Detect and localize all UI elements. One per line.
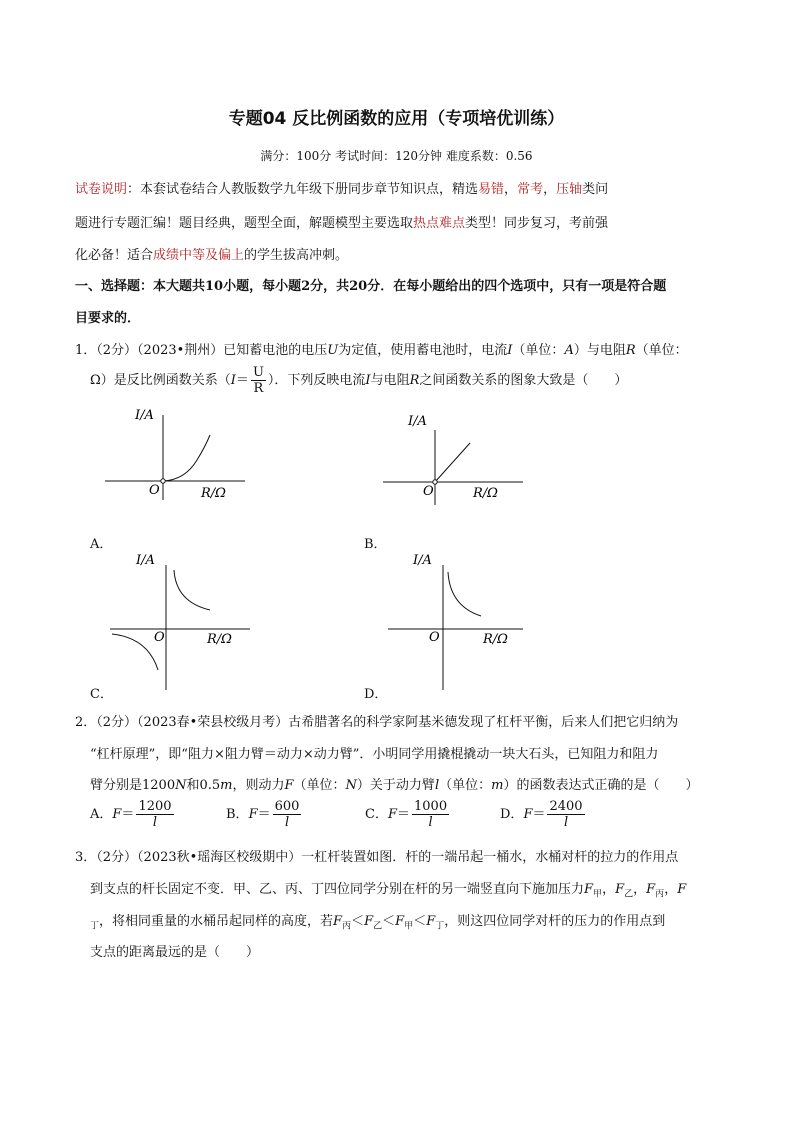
option-d-label[interactable]: D． — [364, 687, 388, 702]
choice-c[interactable]: C．F＝ $\frac{1000}{l}$ — [365, 799, 448, 830]
question-2-line-1: 2．（2分）（2023春•荣县校级月考）古希腊著名的科学家阿基米德发现了杠杆平衡，后来人们把它归纳为 — [75, 715, 679, 730]
x-axis-label: R/Ω — [201, 486, 226, 501]
question-3-line-1: 3．（2分）（2023秋•瑶海区校级期中）一杠杆装置如图．杆的一端吊起一桶水，水桶对杆的拉力的作用点 — [75, 850, 679, 865]
curve-branch-1 — [174, 570, 210, 610]
graph-d — [388, 550, 533, 690]
curve-branch-2 — [112, 634, 158, 670]
x-axis-label: R/Ω — [483, 632, 508, 647]
curve — [448, 572, 481, 616]
question-2-line-3: 臂分别是1200N和0.5m，则动力F（单位：N）关于动力臂l（单位：m）的函数表达式正确的是（ ） — [90, 778, 699, 793]
x-axis-label: R/Ω — [207, 632, 232, 647]
question-3-line-3: $_丁$，将相同重量的水桶吊起同样的高度，若$F_丙<F_乙<F_甲<F_丁$，则这四位同学对杆的压力的作用点到 — [90, 914, 666, 932]
intro-lead: 试卷说明 — [75, 182, 128, 197]
option-b-label[interactable]: B． — [364, 537, 387, 552]
choice-b[interactable]: B．F＝ $\frac{600}{l}$ — [226, 799, 300, 830]
y-axis-label: I/A — [408, 414, 427, 429]
question-1-line-1: 1．（2分）（2023•荆州）已知蓄电池的电压U为定值，使用蓄电池时，电流I（单位：A）与电阻R（单位： — [75, 343, 688, 358]
x-axis-label: R/Ω — [473, 486, 498, 501]
curve — [163, 435, 210, 481]
graph-c — [110, 550, 255, 690]
intro-line-1: 试卷说明：本套试卷结合人教版数学九年级下册同步章节知识点，精选易错，常考，压轴类问 — [75, 182, 609, 197]
graph-b — [383, 405, 528, 505]
graph-a — [105, 405, 250, 500]
origin-dot — [161, 479, 165, 483]
choice-a[interactable]: A．F＝ $\frac{1200}{l}$ — [90, 799, 172, 830]
choice-d[interactable]: D．F＝ $\frac{2400}{l}$ — [500, 799, 583, 830]
origin-label: O — [429, 630, 440, 645]
section-heading-line-1: 一、选择题：本大题共10小题，每小题2分，共20分．在每小题给出的四个选项中，只有一项是符合题 — [75, 279, 667, 294]
formula-fraction: $\frac{U}{R}$ — [252, 365, 264, 396]
exam-meta: 满分：100分 考试时间：120分钟 难度系数：0.56 — [260, 149, 533, 163]
origin-label: O — [154, 630, 165, 645]
section-heading-line-2: 目要求的． — [75, 311, 141, 326]
question-2-line-2: “杠杆原理”，即“阻力×阻力臂＝动力×动力臂”．小明同学用撬棍撬动一块大石头，已知阻力和阻力 — [90, 747, 659, 762]
line — [435, 443, 470, 482]
option-c-label[interactable]: C． — [90, 687, 113, 702]
question-1-line-2: Ω）是反比例函数关系（I＝ $\frac{U}{R}$ ）．下列反映电流I与电阻R之间函数关系的图象大致是（ ） — [90, 365, 628, 396]
question-3-line-2: 到支点的杆长固定不变．甲、乙、丙、丁四位同学分别在杆的另一端竖直向下施加压力$F_甲$，$F_乙$，$F_丙$，F — [90, 882, 687, 900]
y-axis-label: I/A — [413, 553, 432, 568]
question-3-line-4: 支点的距离最远的是（ ） — [90, 945, 260, 960]
intro-line-2: 题进行专题汇编！题目经典，题型全面，解题模型主要选取热点难点类型！同步复习，考前强 — [75, 216, 609, 231]
page-title: 专题04 反比例函数的应用（专项培优训练） — [228, 109, 565, 129]
intro-line-3: 化必备！适合成绩中等及偏上的学生拔高冲刺。 — [75, 248, 349, 263]
y-axis-label: I/A — [135, 408, 154, 423]
origin-label: O — [423, 484, 434, 499]
option-a-label[interactable]: A． — [90, 537, 113, 552]
y-axis-label: I/A — [136, 553, 155, 568]
origin-label: O — [149, 483, 160, 498]
